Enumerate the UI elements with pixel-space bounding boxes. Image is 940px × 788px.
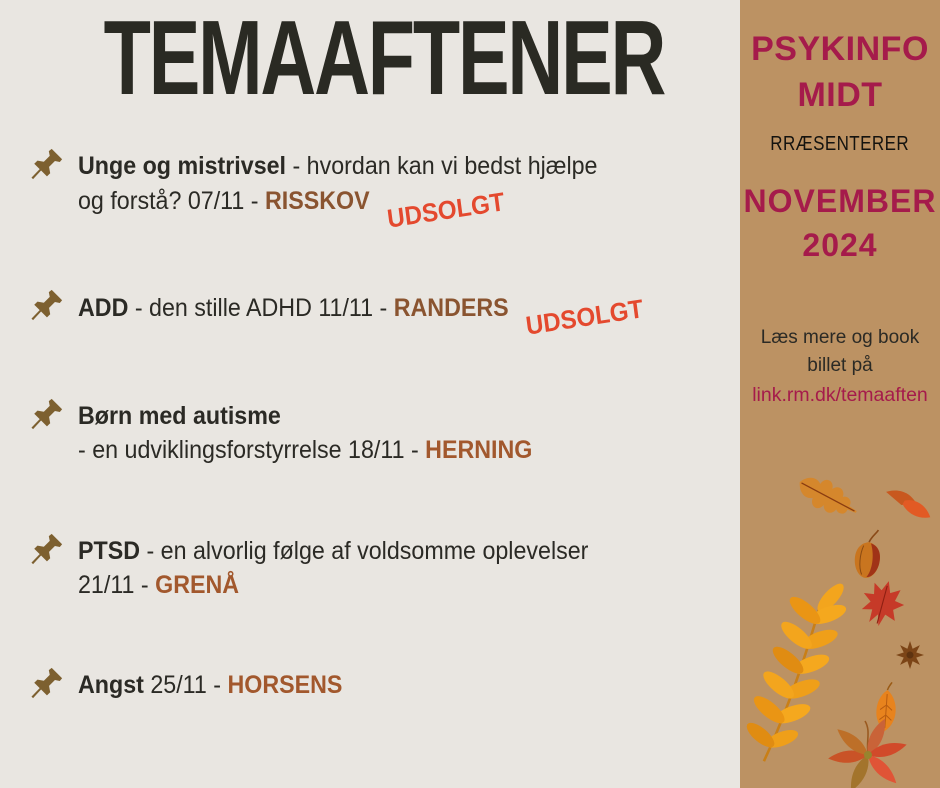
maple-leaf-icon [856,575,910,632]
pushpin-icon [28,396,65,433]
event-item [28,290,686,341]
event-text [78,290,646,341]
event-title: Unge og mistrivsel [78,152,287,180]
booking-link[interactable]: link.rm.dk/temaaften [752,384,928,406]
event-description: - hvordan kan vi bedst hjælpe [286,152,598,180]
sold-out-badge: UDSOLGT [385,186,506,234]
pushpin-icon [28,665,65,702]
event-location: RANDERS [393,294,509,322]
booking-line1: Læs mere og book [760,327,920,348]
event-location: HORSENS [227,671,343,699]
brand-line1: PSYKINFO [751,30,929,68]
event-description: - en udviklingsforstyrrelse 18/11 - [78,436,426,464]
event-location: RISSKOV [264,187,370,215]
event-description: - en alvorlig følge af voldsomme oplevelser [140,537,589,565]
presents-label: RRÆSENTERER [770,133,910,155]
event-title: PTSD [78,537,141,565]
event-description: og forstå? 07/11 - [78,187,265,215]
event-item [28,534,627,602]
small-leaf-icon [875,681,898,731]
pushpin-icon [28,531,65,568]
event-title: Angst [78,671,144,699]
physalis-lantern-icon [853,528,883,579]
leaf-fragment-icon [882,488,935,520]
event-title: ADD [78,294,129,322]
event-description: 25/11 - [143,671,228,699]
page-title: TEMAAFTENER [103,0,665,117]
event-text [78,149,598,234]
brand-name [740,26,940,118]
creeper-leaf-icon [828,716,909,788]
brand-line2: MIDT [797,76,883,114]
event-text [78,534,588,602]
event-location: HERNING [425,436,533,464]
booking-line2: billet på [807,355,873,376]
sidebar [740,0,940,788]
sold-out-badge: UDSOLGT [524,293,646,341]
booking-info [740,324,940,409]
event-text [78,399,532,467]
event-item [28,399,567,467]
event-item [28,668,362,702]
event-description: - den stille ADHD 11/11 - [128,294,394,322]
autumn-leaves-decoration [740,455,940,788]
event-item [28,149,637,234]
event-location: GRENÅ [155,571,240,599]
event-text [78,668,342,702]
event-description: 21/11 - [78,571,156,599]
pushpin-icon [28,287,65,324]
month-label [740,179,940,267]
month-line2: 2024 [802,227,878,263]
rowan-leaf-icon [740,568,854,771]
oak-leaf-icon [793,468,864,525]
pushpin-icon [28,146,65,183]
month-line1: NOVEMBER [743,183,937,219]
event-title: Børn med autisme [78,402,281,430]
star-anise-icon [896,641,924,669]
